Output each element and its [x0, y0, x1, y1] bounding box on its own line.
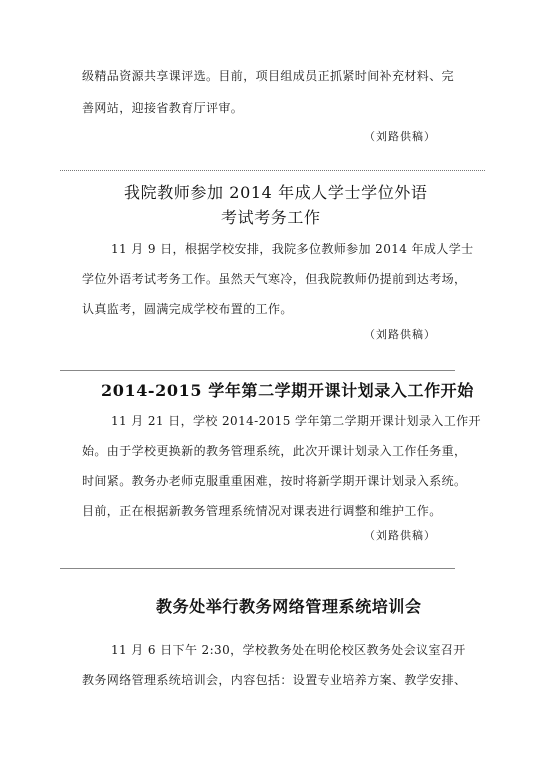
paragraph-line: 11 月 9 日，根据学校安排，我院多位教师参加 2014 年成人学士 [111, 242, 474, 256]
paragraph-line: 始。由于学校更换新的教务管理系统，此次开课计划录入工作任务重， [82, 444, 467, 458]
paragraph-line: 认真监考，圆满完成学校布置的工作。 [82, 302, 293, 316]
section-divider [60, 170, 485, 171]
article-title: 我院教师参加 2014 年成人学士学位外语 [124, 183, 428, 202]
paragraph-line: 级精品资源共享课评选。目前，项目组成员正抓紧时间补充材料、完 [82, 69, 455, 83]
paragraph-line: 11 月 21 日，学校 2014-2015 学年第二学期开课计划录入工作开 [111, 414, 481, 428]
article-title: 2014-2015 学年第二学期开课计划录入工作开始 [101, 381, 474, 400]
paragraph-line: 时间紧。教务办老师克服重重困难，按时将新学期开课计划录入系统。 [82, 474, 467, 488]
section-divider [60, 568, 455, 569]
paragraph-line: 教务网络管理系统培训会，内容包括：设置专业培养方案、教学安排、 [82, 673, 467, 687]
signature: （刘路供稿） [364, 130, 436, 143]
signature: （刘路供稿） [364, 328, 436, 341]
signature: （刘路供稿） [364, 529, 436, 542]
paragraph-line: 11 月 6 日下午 2:30，学校教务处在明伦校区教务处会议室召开 [111, 643, 466, 657]
paragraph-line: 目前，正在根据新教务管理系统情况对课表进行调整和维护工作。 [82, 504, 442, 518]
paragraph-line: 善网站，迎接省教育厅评审。 [82, 101, 244, 115]
article-title-continued: 考试考务工作 [221, 208, 321, 227]
article-title: 教务处举行教务网络管理系统培训会 [156, 597, 422, 616]
section-divider [60, 370, 455, 371]
paragraph-line: 学位外语考试考务工作。虽然天气寒冷，但我院教师仍提前到达考场， [82, 272, 467, 286]
